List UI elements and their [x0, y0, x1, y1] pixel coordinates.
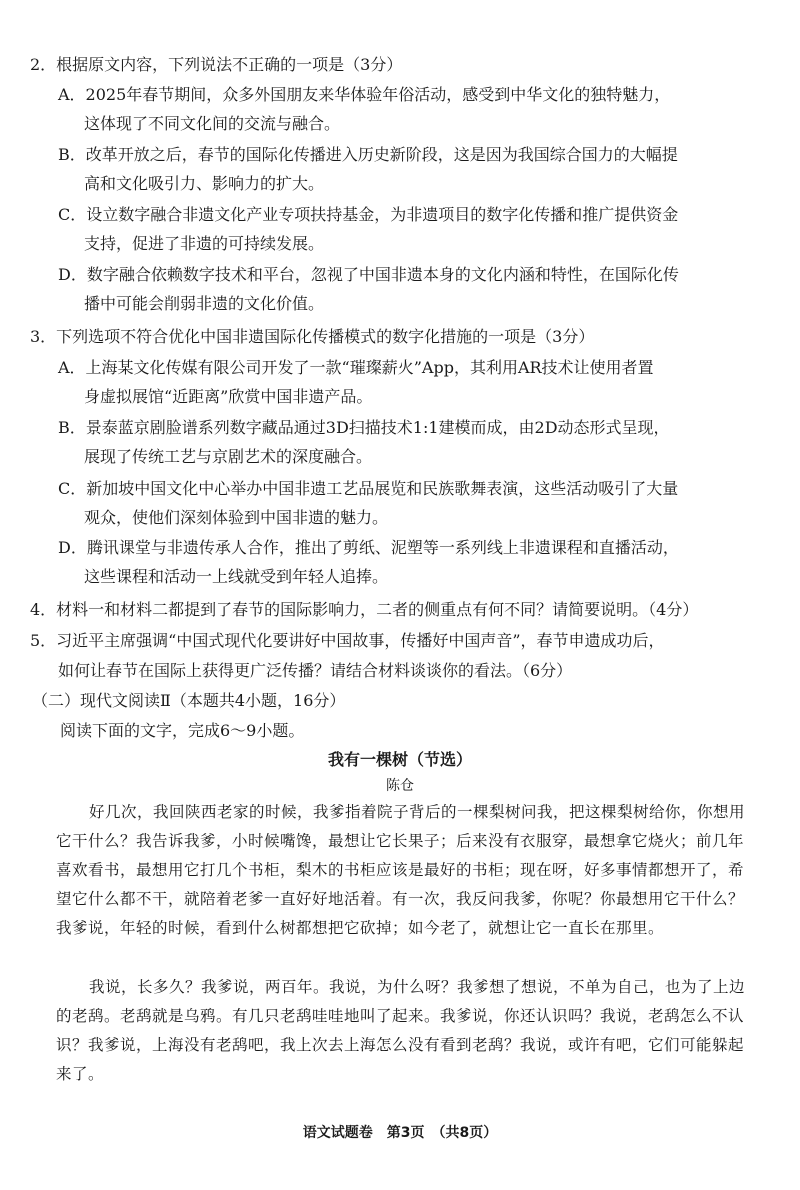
question-2-option-d	[58, 260, 748, 318]
option-line-1: A．2025年春节期间，众多外国朋友来华体验年俗活动，感受到中华文化的独特魅力，	[58, 85, 671, 104]
question-2-option-c	[58, 200, 748, 258]
option-line-1: A．上海某文化传媒有限公司开发了一款“璀璨薪火”App，其利用AR技术让使用者置	[58, 358, 654, 377]
question-2-stem: 2．根据原文内容，下列说法不正确的一项是（3分）	[30, 55, 403, 74]
option-line-1: B．改革开放之后，春节的国际化传播进入历史新阶段，这是因为我国综合国力的大幅提	[58, 145, 678, 164]
question-5-line-2: 如何让春节在国际上获得更广泛传播？请结合材料谈谈你的看法。（6分）	[58, 661, 573, 680]
question-2-option-b	[58, 140, 748, 198]
section-heading: （二）现代文阅读Ⅱ（本题共4小题，16分）	[32, 691, 346, 710]
option-line-2: 这体现了不同文化间的交流与融合。	[84, 114, 341, 133]
question-3-option-b	[58, 413, 748, 471]
question-3-option-a	[58, 353, 748, 411]
article-paragraph-1: 好几次，我回陕西老家的时候，我爹指着院子背后的一棵梨树问我，把这棵梨树给你，你想用它干什么？我告诉我爹，小时候嘴馋，最想让它长果子；后来没有衣服穿，最想拿它烧火；前几年喜欢看书，最想用它打几个书柜，梨木的书柜应该是最好的书柜；现在呀，好多事情都想开了，希望它什么都不干，就陪着老爹一直好好地活着。有一次，我反问我爹，你呢？你最想用它干什么？我爹说，年轻的时候，看到什么树都想把它砍掉；如今老了，就想让它一直长在那里。	[56, 803, 746, 937]
option-line-2: 播中可能会削弱非遗的文化价值。	[84, 294, 325, 313]
option-line-2: 观众，使他们深刻体验到中国非遗的魅力。	[84, 508, 389, 527]
option-line-1: C．设立数字融合非遗文化产业专项扶持基金，为非遗项目的数字化传播和推广提供资金	[58, 205, 679, 224]
option-line-1: D．数字融合依赖数字技术和平台，忽视了中国非遗本身的文化内涵和特性，在国际化传	[58, 265, 679, 284]
question-3-option-c	[58, 474, 748, 532]
article-paragraph-2: 我说，长多久？我爹说，两百年。我说，为什么呀？我爹想了想说，不单为自己，也为了上边的老鸹。老鸹就是乌鸦。有几只老鸹哇哇地叫了起来。我爹说，你还认识吗？我说，老鸹怎么不认识？我爹说，上海没有老鸹吧，我上次去上海怎么没有看到老鸹？我说，或许有吧，它们可能躲起来了。	[56, 978, 746, 1083]
option-line-1: B．景泰蓝京剧脸谱系列数字藏品通过3D扫描技术1:1建模而成，由2D动态形式呈现，	[58, 418, 670, 437]
option-line-1: D．腾讯课堂与非遗传承人合作，推出了剪纸、泥塑等一系列线上非遗课程和直播活动，	[58, 538, 679, 557]
option-line-2: 展现了传统工艺与京剧艺术的深度融合。	[84, 447, 373, 466]
section-instruction: 阅读下面的文字，完成6～9小题。	[60, 721, 305, 740]
question-4: 4．材料一和材料二都提到了春节的国际影响力，二者的侧重点有何不同？请简要说明。（4分）	[30, 600, 699, 619]
question-5-line-1: 5．习近平主席强调“中国式现代化要讲好中国故事，传播好中国声音”，春节申遗成功后，	[30, 631, 665, 650]
article-author: 陈仓	[386, 778, 414, 794]
page-footer: 语文试题卷 第3页 （共8页）	[302, 1125, 498, 1141]
option-line-2: 高和文化吸引力、影响力的扩大。	[84, 174, 325, 193]
option-line-2: 这些课程和活动一上线就受到年轻人追捧。	[84, 567, 389, 586]
option-line-2: 身虚拟展馆“近距离”欣赏中国非遗产品。	[84, 387, 373, 406]
article-title: 我有一棵树（节选）	[327, 750, 472, 769]
question-3-stem: 3．下列选项不符合优化中国非遗国际化传播模式的数字化措施的一项是（3分）	[30, 327, 595, 346]
question-2-option-a	[58, 80, 748, 138]
option-line-1: C．新加坡中国文化中心举办中国非遗工艺品展览和民族歌舞表演，这些活动吸引了大量	[58, 479, 679, 498]
option-line-2: 支持，促进了非遗的可持续发展。	[84, 234, 325, 253]
question-3-option-d	[58, 533, 748, 591]
